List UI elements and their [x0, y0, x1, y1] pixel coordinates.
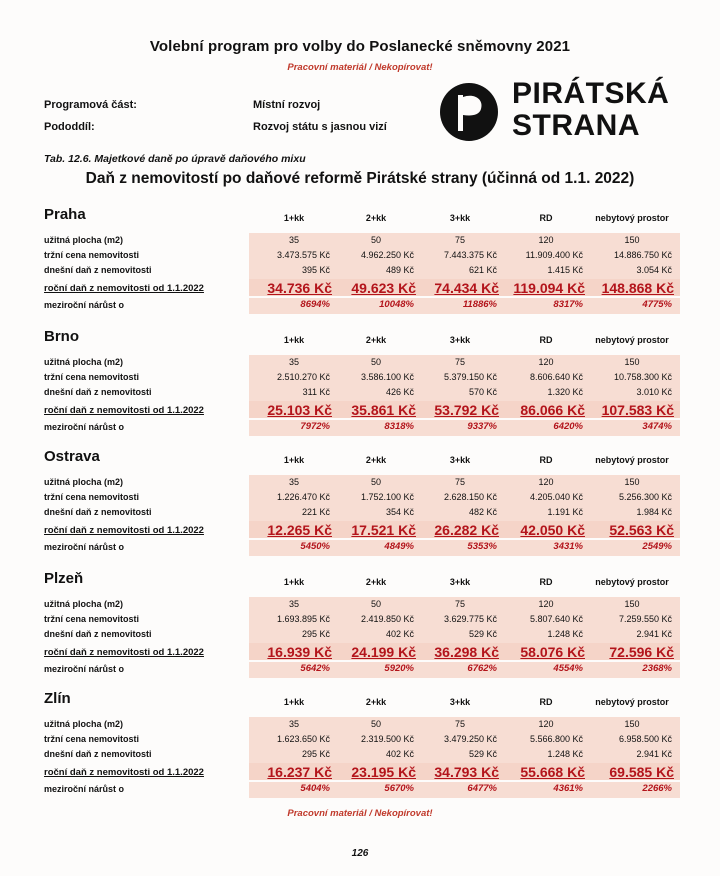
cell-tax-now: 354 Kč	[385, 507, 414, 517]
column-header: 3+kk	[449, 577, 471, 587]
cell-increase: 8318%	[384, 421, 414, 432]
column-header: 3+kk	[449, 455, 471, 465]
cell-tax-new: 58.076 Kč	[520, 644, 585, 660]
cell-tax-new: 72.596 Kč	[609, 644, 674, 660]
cell-tax-new: 34.736 Kč	[267, 280, 332, 296]
cell-area: 120	[538, 357, 554, 367]
column-header: nebytový prostor	[595, 455, 669, 465]
cell-tax-new: 42.050 Kč	[520, 522, 585, 538]
column-header: RD	[539, 335, 553, 345]
cell-tax-now: 1.320 Kč	[547, 387, 583, 397]
table-caption: Tab. 12.6. Majetkové daně po úpravě daňového mixu	[44, 153, 306, 165]
cell-tax-now: 482 Kč	[468, 507, 497, 517]
cell-area: 150	[624, 235, 640, 245]
cell-tax-now: 1.248 Kč	[547, 749, 583, 759]
cell-area: 75	[454, 719, 465, 729]
row-label-increase: meziroční nárůst o	[44, 422, 125, 432]
column-header: 2+kk	[365, 455, 387, 465]
cell-area: 35	[288, 599, 299, 609]
cell-price: 2.628.150 Kč	[443, 492, 497, 502]
cell-tax-new: 119.094 Kč	[513, 280, 585, 296]
row-label-area: užitná plocha (m2)	[44, 477, 124, 487]
document-title: Volební program pro volby do Poslanecké sněmovny 2021	[149, 38, 571, 55]
row-label-increase: meziroční nárůst o	[44, 784, 125, 794]
city-name: Zlín	[44, 690, 71, 707]
cell-price: 2.319.500 Kč	[360, 734, 414, 744]
cell-tax-new: 86.066 Kč	[520, 402, 585, 418]
cell-area: 75	[454, 357, 465, 367]
column-header: nebytový prostor	[595, 577, 669, 587]
cell-price: 4.962.250 Kč	[360, 250, 414, 260]
cell-tax-new: 69.585 Kč	[609, 764, 674, 780]
cell-increase: 4554%	[553, 663, 583, 674]
column-header: 3+kk	[449, 213, 471, 223]
party-logo-text: PIRÁTSKÁ STRANA	[512, 77, 670, 142]
row-label-tax-now: dnešní daň z nemovitosti	[44, 749, 152, 759]
cell-tax-new: 55.668 Kč	[520, 764, 585, 780]
row-label-increase: meziroční nárůst o	[44, 542, 125, 552]
row-label-area: užitná plocha (m2)	[44, 599, 124, 609]
row-label-tax-now: dnešní daň z nemovitosti	[44, 507, 152, 517]
cell-price: 6.958.500 Kč	[618, 734, 672, 744]
column-header: 1+kk	[283, 455, 305, 465]
column-header: 3+kk	[449, 697, 471, 707]
column-header: RD	[539, 697, 553, 707]
cell-tax-now: 402 Kč	[385, 629, 414, 639]
cell-area: 35	[288, 357, 299, 367]
watermark-top: Pracovní materiál / Nekopírovat!	[287, 62, 433, 73]
cell-area: 120	[538, 719, 554, 729]
cell-price: 2.510.270 Kč	[276, 372, 330, 382]
pododdil-label: Pododdíl:	[44, 121, 95, 133]
cell-price: 5.379.150 Kč	[443, 372, 497, 382]
cell-increase: 6477%	[467, 783, 497, 794]
city-name: Brno	[44, 328, 79, 345]
row-label-tax-new: roční daň z nemovitosti od 1.1.2022	[44, 405, 204, 416]
cell-area: 35	[288, 235, 299, 245]
cell-tax-new: 53.792 Kč	[434, 402, 499, 418]
cell-price: 3.629.775 Kč	[443, 614, 497, 624]
column-header: 1+kk	[283, 335, 305, 345]
cell-increase: 2266%	[642, 783, 672, 794]
cell-tax-new: 16.939 Kč	[267, 644, 332, 660]
row-label-price: tržní cena nemovitosti	[44, 734, 140, 744]
cell-tax-now: 489 Kč	[385, 265, 414, 275]
cell-tax-new: 107.583 Kč	[601, 402, 674, 418]
column-header: 3+kk	[449, 335, 471, 345]
row-label-price: tržní cena nemovitosti	[44, 250, 140, 260]
cell-tax-new: 17.521 Kč	[351, 522, 416, 538]
column-header: 2+kk	[365, 335, 387, 345]
cell-tax-now: 426 Kč	[385, 387, 414, 397]
cell-area: 150	[624, 719, 640, 729]
cell-price: 7.259.550 Kč	[618, 614, 672, 624]
cell-price: 1.623.650 Kč	[276, 734, 330, 744]
row-label-area: užitná plocha (m2)	[44, 235, 124, 245]
cell-area: 120	[538, 235, 554, 245]
cell-increase: 11886%	[462, 299, 497, 310]
cell-tax-new: 148.868 Kč	[601, 280, 674, 296]
cell-tax-now: 529 Kč	[468, 629, 497, 639]
cell-tax-new: 16.237 Kč	[267, 764, 332, 780]
cell-price: 14.886.750 Kč	[613, 250, 672, 260]
cell-increase: 5404%	[300, 783, 330, 794]
column-header: nebytový prostor	[595, 335, 669, 345]
column-header: 2+kk	[365, 577, 387, 587]
city-name: Plzeň	[44, 570, 84, 587]
cell-area: 35	[288, 477, 299, 487]
column-header: nebytový prostor	[595, 697, 669, 707]
pirate-logo-icon	[440, 83, 498, 141]
cell-increase: 2368%	[642, 663, 672, 674]
cell-tax-now: 529 Kč	[468, 749, 497, 759]
cell-tax-new: 36.298 Kč	[434, 644, 499, 660]
cell-tax-now: 570 Kč	[468, 387, 497, 397]
cell-area: 120	[538, 599, 554, 609]
row-label-price: tržní cena nemovitosti	[44, 614, 140, 624]
cell-tax-new: 12.265 Kč	[267, 522, 332, 538]
cell-increase: 6762%	[467, 663, 497, 674]
row-label-tax-now: dnešní daň z nemovitosti	[44, 387, 152, 397]
row-label-tax-new: roční daň z nemovitosti od 1.1.2022	[44, 647, 204, 658]
pododdil-value: Rozvoj státu s jasnou vizí	[253, 121, 387, 133]
cell-price: 5.256.300 Kč	[618, 492, 672, 502]
column-header: 2+kk	[365, 697, 387, 707]
cell-increase: 8694%	[300, 299, 330, 310]
cell-increase: 6420%	[553, 421, 583, 432]
cell-tax-now: 3.054 Kč	[636, 265, 672, 275]
column-header: 1+kk	[283, 577, 305, 587]
cell-tax-now: 1.415 Kč	[547, 265, 583, 275]
cell-area: 50	[370, 477, 381, 487]
row-label-tax-new: roční daň z nemovitosti od 1.1.2022	[44, 767, 204, 778]
cell-increase: 2549%	[642, 541, 672, 552]
city-name: Praha	[44, 206, 86, 223]
cell-price: 5.566.800 Kč	[529, 734, 583, 744]
cell-increase: 8317%	[553, 299, 583, 310]
cell-price: 3.479.250 Kč	[443, 734, 497, 744]
cell-tax-now: 1.984 Kč	[636, 507, 672, 517]
row-label-price: tržní cena nemovitosti	[44, 372, 140, 382]
row-label-area: užitná plocha (m2)	[44, 719, 124, 729]
cell-tax-now: 2.941 Kč	[636, 629, 672, 639]
cell-tax-new: 52.563 Kč	[609, 522, 674, 538]
cell-price: 4.205.040 Kč	[529, 492, 583, 502]
cell-increase: 7972%	[300, 421, 330, 432]
cell-area: 150	[624, 599, 640, 609]
cell-increase: 3431%	[553, 541, 583, 552]
row-label-area: užitná plocha (m2)	[44, 357, 124, 367]
cell-tax-new: 49.623 Kč	[351, 280, 416, 296]
cell-tax-new: 24.199 Kč	[351, 644, 416, 660]
row-label-tax-new: roční daň z nemovitosti od 1.1.2022	[44, 525, 204, 536]
cell-price: 1.752.100 Kč	[360, 492, 414, 502]
row-label-tax-now: dnešní daň z nemovitosti	[44, 265, 152, 275]
cell-increase: 5353%	[467, 541, 497, 552]
row-label-tax-now: dnešní daň z nemovitosti	[44, 629, 152, 639]
cell-price: 11.909.400 Kč	[525, 250, 583, 260]
row-label-price: tržní cena nemovitosti	[44, 492, 140, 502]
column-header: RD	[539, 213, 553, 223]
cell-tax-new: 34.793 Kč	[434, 764, 499, 780]
cell-increase: 5642%	[300, 663, 330, 674]
city-name: Ostrava	[44, 448, 100, 465]
cell-area: 50	[370, 235, 381, 245]
cell-tax-now: 395 Kč	[301, 265, 330, 275]
column-header: 1+kk	[283, 213, 305, 223]
cell-price: 5.807.640 Kč	[529, 614, 583, 624]
cell-increase: 9337%	[467, 421, 497, 432]
cell-area: 120	[538, 477, 554, 487]
row-label-increase: meziroční nárůst o	[44, 664, 125, 674]
watermark-bottom: Pracovní materiál / Nekopírovat!	[287, 808, 433, 819]
cell-increase: 4361%	[553, 783, 583, 794]
cell-tax-now: 221 Kč	[301, 507, 330, 517]
table-heading: Daň z nemovitostí po daňové reformě Pirátské strany (účinná od 1.1. 2022)	[85, 170, 635, 187]
cell-tax-now: 402 Kč	[385, 749, 414, 759]
column-header: nebytový prostor	[595, 213, 669, 223]
cell-increase: 5670%	[384, 783, 414, 794]
programova-value: Místní rozvoj	[253, 99, 321, 111]
cell-tax-new: 26.282 Kč	[434, 522, 499, 538]
cell-tax-now: 295 Kč	[301, 749, 330, 759]
row-label-tax-new: roční daň z nemovitosti od 1.1.2022	[44, 283, 204, 294]
cell-price: 1.693.895 Kč	[276, 614, 330, 624]
cell-price: 3.586.100 Kč	[360, 372, 414, 382]
cell-tax-now: 311 Kč	[302, 387, 330, 397]
cell-increase: 5450%	[300, 541, 330, 552]
cell-tax-now: 1.248 Kč	[547, 629, 583, 639]
cell-area: 75	[454, 235, 465, 245]
cell-area: 50	[370, 357, 381, 367]
cell-area: 75	[454, 477, 465, 487]
column-header: RD	[539, 455, 553, 465]
cell-area: 50	[370, 719, 381, 729]
cell-price: 7.443.375 Kč	[443, 250, 497, 260]
cell-tax-now: 295 Kč	[301, 629, 330, 639]
page-number: 126	[351, 848, 369, 859]
cell-tax-now: 621 Kč	[468, 265, 497, 275]
cell-area: 150	[624, 357, 640, 367]
cell-increase: 4849%	[384, 541, 414, 552]
cell-tax-new: 74.434 Kč	[434, 280, 499, 296]
cell-area: 50	[370, 599, 381, 609]
cell-tax-now: 1.191 Kč	[547, 507, 583, 517]
cell-area: 150	[624, 477, 640, 487]
cell-area: 75	[454, 599, 465, 609]
cell-tax-now: 2.941 Kč	[636, 749, 672, 759]
cell-price: 8.606.640 Kč	[529, 372, 583, 382]
cell-price: 10.758.300 Kč	[613, 372, 672, 382]
cell-price: 1.226.470 Kč	[276, 492, 330, 502]
cell-tax-new: 35.861 Kč	[351, 402, 416, 418]
column-header: RD	[539, 577, 553, 587]
cell-increase: 4775%	[642, 299, 672, 310]
row-label-increase: meziroční nárůst o	[44, 300, 125, 310]
cell-tax-new: 25.103 Kč	[267, 402, 332, 418]
cell-increase: 3474%	[642, 421, 672, 432]
cell-price: 3.473.575 Kč	[276, 250, 330, 260]
cell-tax-new: 23.195 Kč	[351, 764, 416, 780]
column-header: 1+kk	[283, 697, 305, 707]
programova-label: Programová část:	[44, 99, 137, 111]
column-header: 2+kk	[365, 213, 387, 223]
cell-area: 35	[288, 719, 299, 729]
cell-price: 2.419.850 Kč	[360, 614, 414, 624]
cell-increase: 5920%	[384, 663, 414, 674]
cell-tax-now: 3.010 Kč	[636, 387, 672, 397]
cell-increase: 10048%	[379, 299, 414, 310]
